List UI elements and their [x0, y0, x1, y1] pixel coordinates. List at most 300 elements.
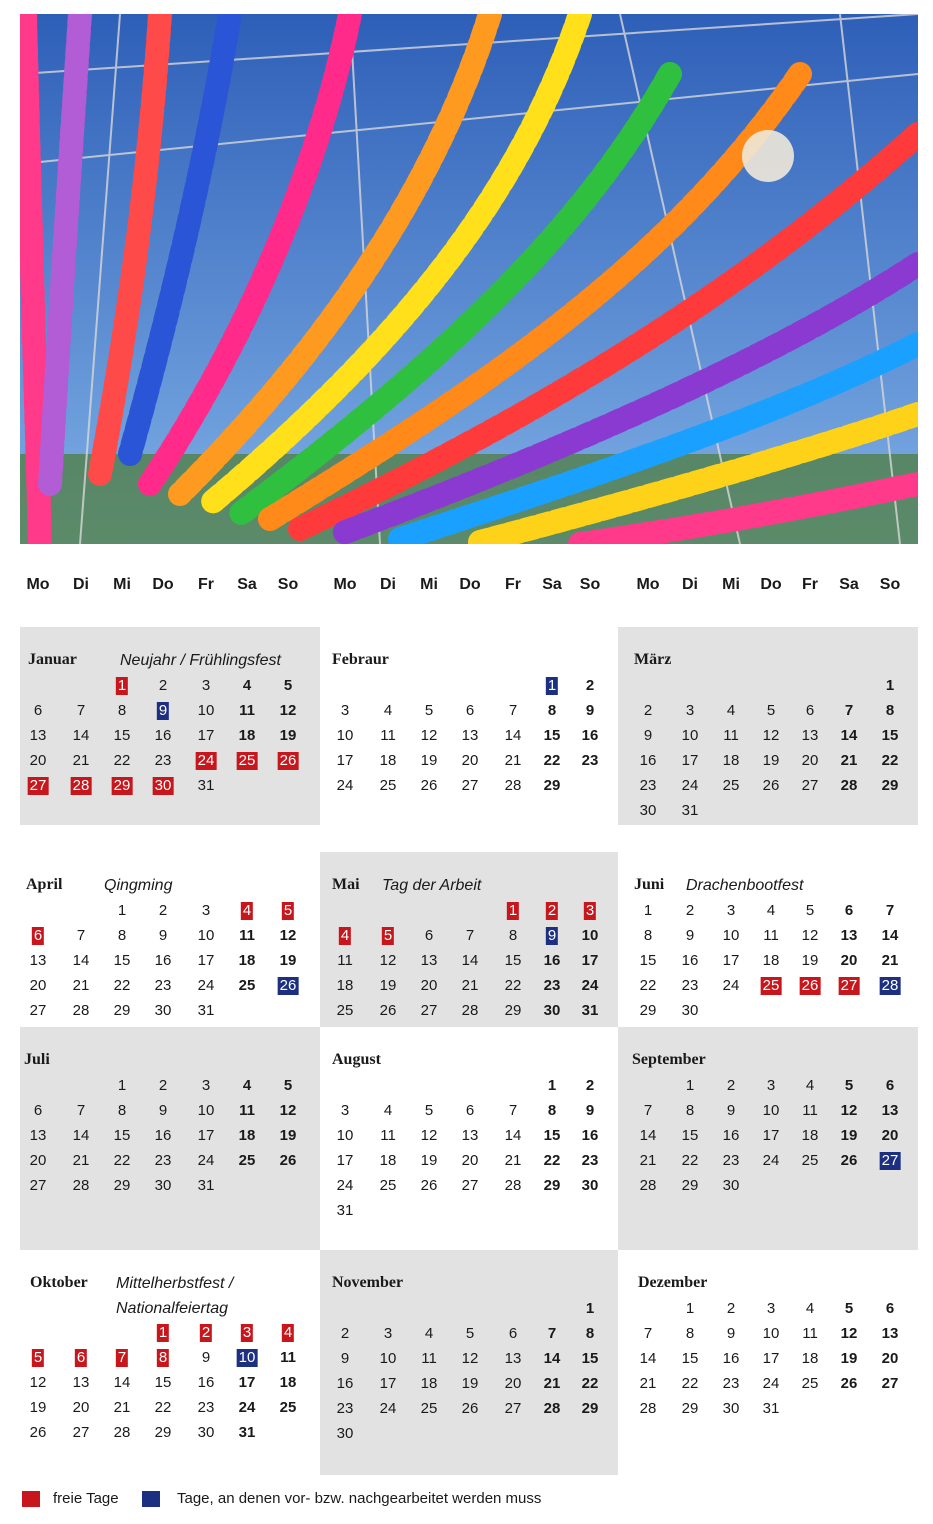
day-cell: 13 — [72, 1374, 90, 1391]
day-cell: 10 — [762, 1102, 780, 1119]
month-block-september — [618, 1027, 918, 1250]
day-cell: 26 — [279, 752, 297, 769]
day-cell: 5 — [283, 677, 293, 694]
day-cell: 13 — [801, 727, 819, 744]
day-cell: 28 — [504, 1177, 522, 1194]
day-cell: 6 — [508, 1325, 518, 1342]
day-cell: 22 — [154, 1399, 172, 1416]
day-cell: 31 — [762, 1400, 780, 1417]
day-cell: 16 — [722, 1127, 740, 1144]
day-cell: 27 — [29, 1002, 47, 1019]
day-cell: 18 — [801, 1127, 819, 1144]
weekday-header-mo: Mo — [26, 576, 50, 593]
day-cell: 7 — [643, 1102, 653, 1119]
day-cell: 13 — [420, 952, 438, 969]
holiday-name: Drachenbootfest — [686, 877, 804, 894]
day-cell: 19 — [461, 1375, 479, 1392]
day-cell: 7 — [76, 1102, 86, 1119]
day-cell: 24 — [762, 1152, 780, 1169]
day-cell: 27 — [29, 777, 47, 794]
month-name: April — [26, 876, 63, 893]
day-cell: 3 — [242, 1324, 252, 1341]
day-cell: 8 — [508, 927, 518, 944]
day-cell: 30 — [197, 1424, 215, 1441]
day-cell: 29 — [113, 1177, 131, 1194]
day-cell: 12 — [461, 1350, 479, 1367]
day-cell: 24 — [762, 1375, 780, 1392]
day-cell: 23 — [681, 977, 699, 994]
day-cell: 16 — [581, 727, 599, 744]
day-cell: 6 — [76, 1349, 86, 1366]
month-name: Febraur — [332, 651, 389, 668]
day-cell: 3 — [201, 677, 211, 694]
day-cell: 29 — [154, 1424, 172, 1441]
day-cell: 29 — [543, 777, 561, 794]
day-cell: 28 — [72, 777, 90, 794]
day-cell: 7 — [117, 1349, 127, 1366]
day-cell: 20 — [29, 977, 47, 994]
day-cell: 20 — [461, 1152, 479, 1169]
day-cell: 9 — [585, 1102, 595, 1119]
day-cell: 8 — [158, 1349, 168, 1366]
day-cell: 26 — [420, 1177, 438, 1194]
day-cell: 8 — [117, 927, 127, 944]
day-cell: 21 — [113, 1399, 131, 1416]
day-cell: 8 — [643, 927, 653, 944]
day-cell: 23 — [581, 1152, 599, 1169]
day-cell: 20 — [72, 1399, 90, 1416]
day-cell: 1 — [685, 1077, 695, 1094]
day-cell: 13 — [881, 1325, 899, 1342]
day-cell: 20 — [504, 1375, 522, 1392]
month-name: Dezember — [638, 1274, 708, 1291]
day-cell: 5 — [805, 902, 815, 919]
day-cell: 24 — [197, 977, 215, 994]
day-cell: 1 — [547, 1077, 557, 1094]
day-cell: 13 — [461, 1127, 479, 1144]
day-cell: 10 — [197, 702, 215, 719]
day-cell: 2 — [726, 1077, 736, 1094]
day-cell: 4 — [340, 927, 350, 944]
day-cell: 28 — [639, 1400, 657, 1417]
day-cell: 25 — [420, 1400, 438, 1417]
day-cell: 29 — [681, 1177, 699, 1194]
day-cell: 23 — [336, 1400, 354, 1417]
day-cell: 4 — [242, 902, 252, 919]
day-cell: 21 — [639, 1375, 657, 1392]
day-cell: 26 — [840, 1152, 858, 1169]
day-cell: 10 — [762, 1325, 780, 1342]
day-cell: 23 — [722, 1375, 740, 1392]
day-cell: 18 — [379, 1152, 397, 1169]
day-cell: 22 — [681, 1152, 699, 1169]
day-cell: 1 — [685, 1300, 695, 1317]
day-cell: 7 — [508, 1102, 518, 1119]
day-cell: 7 — [508, 702, 518, 719]
day-cell: 24 — [238, 1399, 256, 1416]
day-cell: 22 — [543, 752, 561, 769]
day-cell: 2 — [158, 1077, 168, 1094]
day-cell: 7 — [547, 1325, 557, 1342]
weekday-header-sa: Sa — [237, 576, 257, 593]
day-cell: 26 — [279, 977, 297, 994]
month-name: Oktober — [30, 1274, 88, 1291]
day-cell: 1 — [585, 1300, 595, 1317]
day-cell: 8 — [547, 1102, 557, 1119]
day-cell: 9 — [158, 702, 168, 719]
day-cell: 21 — [72, 752, 90, 769]
weekday-header-do: Do — [760, 576, 782, 593]
day-cell: 25 — [801, 1152, 819, 1169]
day-cell: 28 — [639, 1177, 657, 1194]
weekday-header-fr: Fr — [802, 576, 818, 593]
holiday-name: Qingming — [104, 877, 173, 894]
day-cell: 21 — [72, 977, 90, 994]
day-cell: 11 — [239, 1102, 255, 1119]
day-cell: 4 — [424, 1325, 434, 1342]
month-name: Januar — [28, 651, 77, 668]
day-cell: 4 — [242, 1077, 252, 1094]
day-cell: 20 — [840, 952, 858, 969]
day-cell: 16 — [722, 1350, 740, 1367]
day-cell: 18 — [762, 952, 780, 969]
day-cell: 4 — [283, 1324, 293, 1341]
day-cell: 9 — [158, 1102, 168, 1119]
day-cell: 11 — [337, 952, 353, 969]
day-cell: 15 — [543, 1127, 561, 1144]
day-cell: 4 — [383, 1102, 393, 1119]
day-cell: 15 — [154, 1374, 172, 1391]
weekday-header-mo: Mo — [636, 576, 660, 593]
day-cell: 3 — [726, 902, 736, 919]
weekday-header-mo: Mo — [333, 576, 357, 593]
day-cell: 29 — [881, 777, 899, 794]
day-cell: 6 — [33, 702, 43, 719]
day-cell: 16 — [197, 1374, 215, 1391]
day-cell: 3 — [766, 1077, 776, 1094]
day-cell: 30 — [336, 1425, 354, 1442]
day-cell: 26 — [461, 1400, 479, 1417]
legend-red-swatch — [22, 1491, 40, 1507]
day-cell: 4 — [726, 702, 736, 719]
day-cell: 16 — [581, 1127, 599, 1144]
day-cell: 17 — [762, 1350, 780, 1367]
day-cell: 31 — [336, 1202, 354, 1219]
day-cell: 1 — [117, 677, 127, 694]
day-cell: 18 — [722, 752, 740, 769]
day-cell: 12 — [840, 1102, 858, 1119]
day-cell: 26 — [840, 1375, 858, 1392]
day-cell: 9 — [726, 1325, 736, 1342]
day-cell: 4 — [805, 1077, 815, 1094]
day-cell: 20 — [881, 1350, 899, 1367]
month-block-oktober — [20, 1250, 320, 1475]
month-name: Juni — [634, 876, 665, 893]
day-cell: 5 — [424, 702, 434, 719]
day-cell: 7 — [844, 702, 854, 719]
legend-work-days-label: Tage, an denen vor- bzw. nachgearbeitet werden muss — [177, 1490, 542, 1507]
day-cell: 1 — [508, 902, 518, 919]
day-cell: 16 — [154, 1127, 172, 1144]
day-cell: 19 — [279, 952, 297, 969]
day-cell: 27 — [801, 777, 819, 794]
month-block-märz — [618, 627, 918, 825]
weekday-header-di: Di — [73, 576, 89, 593]
day-cell: 26 — [762, 777, 780, 794]
day-cell: 17 — [722, 952, 740, 969]
day-cell: 10 — [197, 927, 215, 944]
day-cell: 25 — [762, 977, 780, 994]
day-cell: 12 — [840, 1325, 858, 1342]
day-cell: 20 — [801, 752, 819, 769]
day-cell: 5 — [465, 1325, 475, 1342]
day-cell: 24 — [581, 977, 599, 994]
day-cell: 6 — [33, 927, 43, 944]
day-cell: 22 — [113, 752, 131, 769]
day-cell: 22 — [543, 1152, 561, 1169]
day-cell: 14 — [113, 1374, 131, 1391]
month-name: Juli — [24, 1051, 50, 1068]
month-name: November — [332, 1274, 404, 1291]
day-cell: 19 — [279, 727, 297, 744]
day-cell: 19 — [840, 1350, 858, 1367]
day-cell: 14 — [639, 1127, 657, 1144]
weekday-header-di: Di — [380, 576, 396, 593]
day-cell: 31 — [197, 1177, 215, 1194]
day-cell: 28 — [840, 777, 858, 794]
day-cell: 10 — [238, 1349, 256, 1366]
day-cell: 21 — [504, 1152, 522, 1169]
day-cell: 24 — [681, 777, 699, 794]
day-cell: 14 — [72, 952, 90, 969]
day-cell: 28 — [461, 1002, 479, 1019]
day-cell: 19 — [801, 952, 819, 969]
day-cell: 30 — [722, 1177, 740, 1194]
day-cell: 6 — [465, 702, 475, 719]
day-cell: 19 — [420, 752, 438, 769]
day-cell: 16 — [154, 727, 172, 744]
weekday-header-di: Di — [682, 576, 698, 593]
day-cell: 29 — [681, 1400, 699, 1417]
day-cell: 2 — [585, 1077, 595, 1094]
day-cell: 15 — [113, 952, 131, 969]
day-cell: 23 — [722, 1152, 740, 1169]
day-cell: 14 — [72, 727, 90, 744]
day-cell: 30 — [154, 1177, 172, 1194]
day-cell: 17 — [197, 1127, 215, 1144]
day-cell: 9 — [340, 1350, 350, 1367]
day-cell: 2 — [726, 1300, 736, 1317]
day-cell: 27 — [881, 1375, 899, 1392]
day-cell: 29 — [113, 1002, 131, 1019]
day-cell: 27 — [72, 1424, 90, 1441]
weekday-header-so: So — [277, 576, 299, 593]
day-cell: 19 — [29, 1399, 47, 1416]
day-cell: 25 — [722, 777, 740, 794]
day-cell: 12 — [29, 1374, 47, 1391]
day-cell: 5 — [844, 1300, 854, 1317]
day-cell: 3 — [201, 902, 211, 919]
day-cell: 6 — [805, 702, 815, 719]
day-cell: 11 — [802, 1325, 818, 1342]
day-cell: 10 — [581, 927, 599, 944]
day-cell: 30 — [154, 777, 172, 794]
day-cell: 15 — [113, 727, 131, 744]
legend-free-days-label: freie Tage — [53, 1490, 119, 1507]
day-cell: 28 — [881, 977, 899, 994]
day-cell: 13 — [461, 727, 479, 744]
day-cell: 14 — [840, 727, 858, 744]
day-cell: 21 — [881, 952, 899, 969]
day-cell: 15 — [504, 952, 522, 969]
day-cell: 9 — [201, 1349, 211, 1366]
day-cell: 13 — [29, 952, 47, 969]
day-cell: 24 — [722, 977, 740, 994]
day-cell: 15 — [639, 952, 657, 969]
holiday-name: Neujahr / Frühlingsfest — [120, 652, 281, 669]
day-cell: 3 — [766, 1300, 776, 1317]
day-cell: 26 — [279, 1152, 297, 1169]
day-cell: 10 — [722, 927, 740, 944]
day-cell: 10 — [681, 727, 699, 744]
day-cell: 6 — [465, 1102, 475, 1119]
day-cell: 18 — [279, 1374, 297, 1391]
weekday-header-mi: Mi — [722, 576, 740, 593]
day-cell: 13 — [504, 1350, 522, 1367]
day-cell: 29 — [113, 777, 131, 794]
pinwheel-photo — [20, 14, 918, 544]
day-cell: 9 — [685, 927, 695, 944]
day-cell: 26 — [420, 777, 438, 794]
day-cell: 1 — [643, 902, 653, 919]
day-cell: 4 — [805, 1300, 815, 1317]
day-cell: 28 — [72, 1002, 90, 1019]
day-cell: 9 — [643, 727, 653, 744]
day-cell: 7 — [643, 1325, 653, 1342]
day-cell: 28 — [72, 1177, 90, 1194]
day-cell: 31 — [238, 1424, 256, 1441]
day-cell: 2 — [547, 902, 557, 919]
day-cell: 25 — [238, 1152, 256, 1169]
day-cell: 19 — [762, 752, 780, 769]
day-cell: 20 — [461, 752, 479, 769]
day-cell: 16 — [543, 952, 561, 969]
month-name: März — [634, 651, 672, 668]
day-cell: 7 — [465, 927, 475, 944]
day-cell: 3 — [585, 902, 595, 919]
day-cell: 13 — [29, 1127, 47, 1144]
day-cell: 22 — [681, 1375, 699, 1392]
day-cell: 27 — [420, 1002, 438, 1019]
day-cell: 24 — [336, 1177, 354, 1194]
day-cell: 17 — [681, 752, 699, 769]
weekday-header-so: So — [579, 576, 601, 593]
day-cell: 25 — [379, 1177, 397, 1194]
day-cell: 8 — [585, 1325, 595, 1342]
day-cell: 21 — [543, 1375, 561, 1392]
day-cell: 9 — [726, 1102, 736, 1119]
day-cell: 18 — [379, 752, 397, 769]
day-cell: 4 — [383, 702, 393, 719]
day-cell: 3 — [340, 702, 350, 719]
day-cell: 9 — [585, 702, 595, 719]
day-cell: 27 — [881, 1152, 899, 1169]
day-cell: 3 — [383, 1325, 393, 1342]
day-cell: 10 — [197, 1102, 215, 1119]
month-block-januar — [20, 627, 320, 825]
day-cell: 17 — [379, 1375, 397, 1392]
month-block-mai — [320, 852, 618, 1027]
day-cell: 26 — [801, 977, 819, 994]
day-cell: 14 — [504, 1127, 522, 1144]
day-cell: 20 — [29, 752, 47, 769]
day-cell: 21 — [461, 977, 479, 994]
month-name: September — [632, 1051, 706, 1068]
day-cell: 1 — [547, 677, 557, 694]
day-cell: 18 — [801, 1350, 819, 1367]
day-cell: 16 — [681, 952, 699, 969]
month-name: Mai — [332, 876, 360, 893]
day-cell: 8 — [885, 702, 895, 719]
day-cell: 2 — [685, 902, 695, 919]
day-cell: 18 — [238, 952, 256, 969]
day-cell: 10 — [379, 1350, 397, 1367]
day-cell: 22 — [113, 977, 131, 994]
day-cell: 31 — [581, 1002, 599, 1019]
day-cell: 12 — [279, 1102, 297, 1119]
day-cell: 7 — [885, 902, 895, 919]
day-cell: 28 — [543, 1400, 561, 1417]
day-cell: 25 — [238, 977, 256, 994]
day-cell: 23 — [154, 752, 172, 769]
day-cell: 18 — [238, 727, 256, 744]
day-cell: 9 — [158, 927, 168, 944]
day-cell: 5 — [283, 1077, 293, 1094]
day-cell: 20 — [29, 1152, 47, 1169]
day-cell: 12 — [379, 952, 397, 969]
day-cell: 15 — [581, 1350, 599, 1367]
day-cell: 8 — [547, 702, 557, 719]
day-cell: 9 — [547, 927, 557, 944]
day-cell: 4 — [766, 902, 776, 919]
day-cell: 11 — [763, 927, 779, 944]
day-cell: 8 — [685, 1102, 695, 1119]
day-cell: 5 — [424, 1102, 434, 1119]
day-cell: 29 — [639, 1002, 657, 1019]
day-cell: 1 — [117, 1077, 127, 1094]
day-cell: 30 — [681, 1002, 699, 1019]
day-cell: 1 — [158, 1324, 168, 1341]
day-cell: 14 — [461, 952, 479, 969]
day-cell: 11 — [239, 927, 255, 944]
day-cell: 10 — [336, 727, 354, 744]
day-cell: 7 — [76, 702, 86, 719]
holiday-name: Mittelherbstfest / Nationalfeiertag — [116, 1275, 234, 1317]
day-cell: 22 — [581, 1375, 599, 1392]
day-cell: 18 — [420, 1375, 438, 1392]
day-cell: 2 — [340, 1325, 350, 1342]
day-cell: 14 — [504, 727, 522, 744]
day-cell: 11 — [802, 1102, 818, 1119]
day-cell: 8 — [685, 1325, 695, 1342]
day-cell: 14 — [543, 1350, 561, 1367]
month-name: August — [332, 1051, 381, 1068]
day-cell: 23 — [197, 1399, 215, 1416]
day-cell: 15 — [681, 1350, 699, 1367]
day-cell: 19 — [279, 1127, 297, 1144]
day-cell: 12 — [762, 727, 780, 744]
day-cell: 11 — [239, 702, 255, 719]
